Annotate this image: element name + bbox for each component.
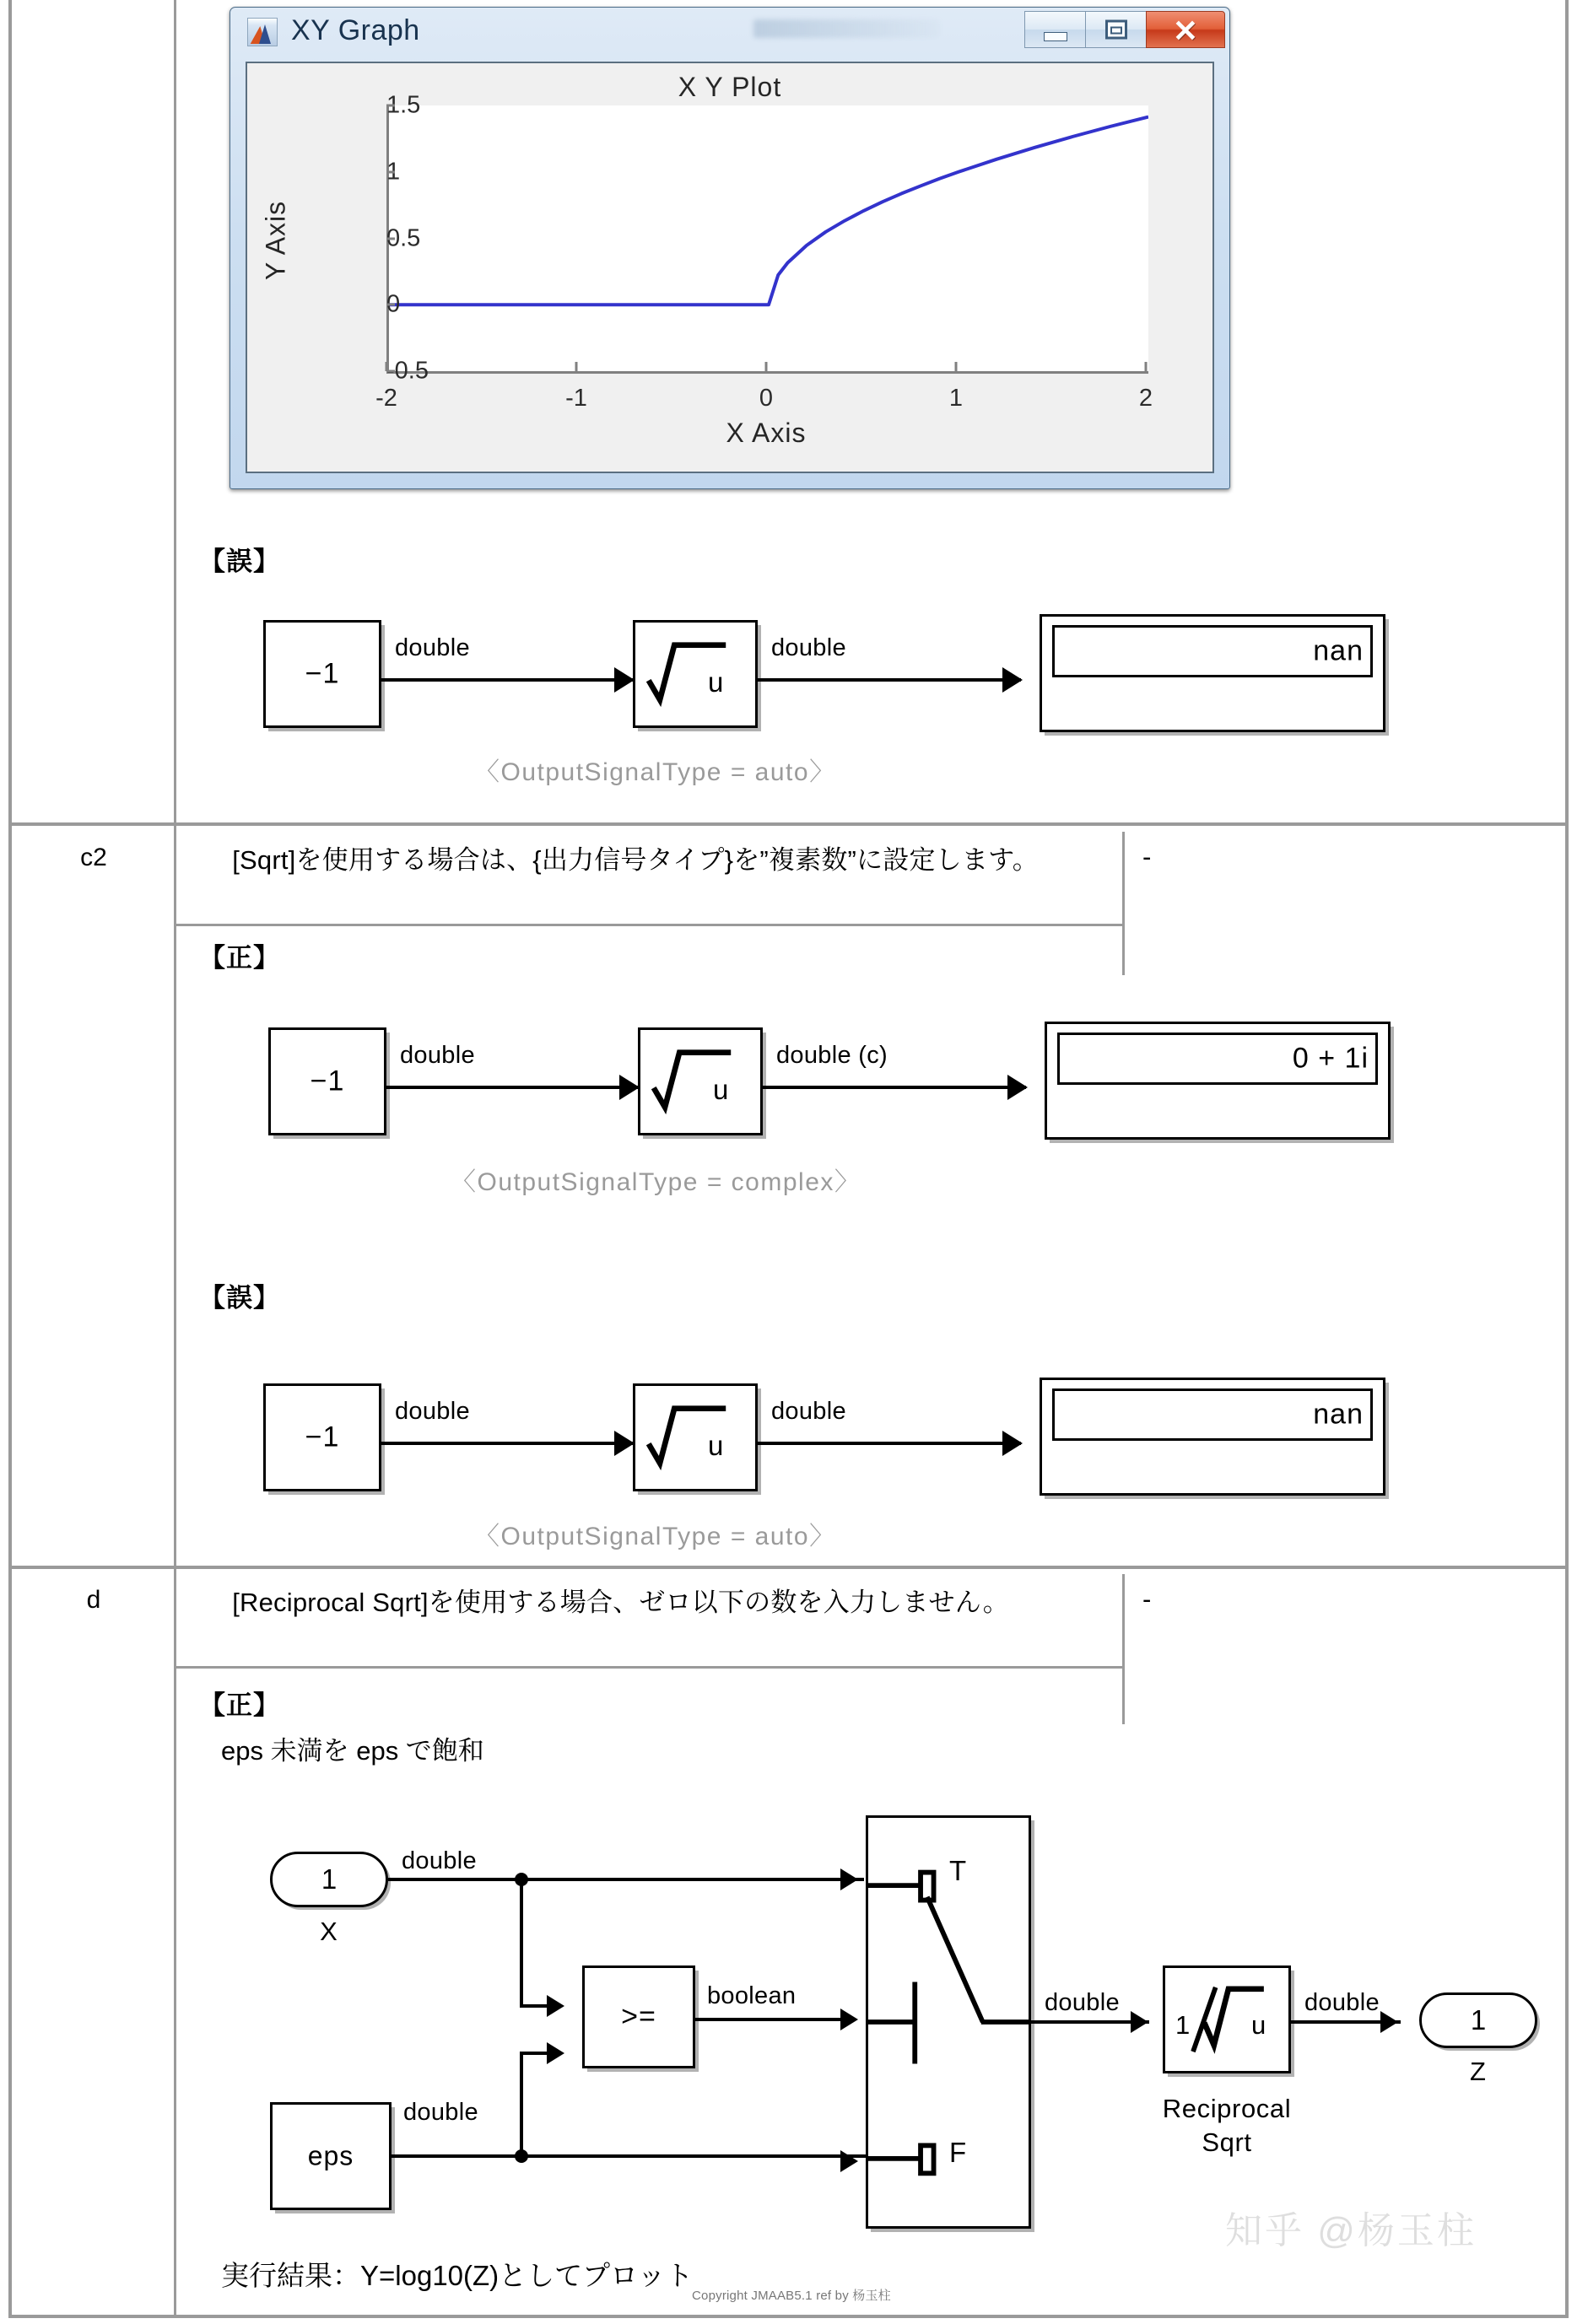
constant-block-eps[interactable] <box>270 2102 392 2210</box>
constant-value-c2-wrong: −1 <box>305 1421 340 1453</box>
arrow-ge-in1 <box>547 1995 564 2017</box>
reciprocal-sqrt-operand: u <box>1251 2010 1266 2040</box>
constant-value-c2-correct: −1 <box>310 1065 345 1097</box>
xy-graph-window[interactable] <box>230 7 1230 489</box>
badge-c2-wrong: 【誤】 <box>199 1283 280 1313</box>
matlab-icon <box>247 18 278 46</box>
wire-eps-branch-up <box>520 2052 523 2156</box>
chart-xtick-label: 1 <box>948 385 964 412</box>
table-row-rule-2 <box>8 1566 1569 1569</box>
arrow-switch-in1 <box>840 1868 858 1890</box>
sqrt-icon-c2-correct <box>640 1030 760 1133</box>
chart-xtick-label: -1 <box>565 385 587 412</box>
sqrt-icon-c2-wrong <box>635 1386 755 1489</box>
inport-number-x: 1 <box>321 1863 338 1895</box>
arrow-display-in-row0 <box>1002 667 1023 693</box>
signal-label-in-c2-wrong: double <box>395 1398 470 1425</box>
xy-plot-chart <box>247 63 1212 472</box>
relational-operator-block[interactable] <box>582 1965 695 2068</box>
footer-result-text: 実行結果：Y=log10(Z)としてプロット <box>221 2260 694 2291</box>
watermark: 知乎 @杨玉柱 <box>1225 2210 1477 2251</box>
close-icon: ✕ <box>1172 13 1199 48</box>
display-block-c2-correct[interactable] <box>1045 1022 1391 1140</box>
minimize-button[interactable] <box>1024 11 1085 48</box>
chart-xtick-mark <box>1145 362 1148 371</box>
reciprocal-sqrt-block[interactable] <box>1163 1965 1291 2073</box>
display-inner-c2-wrong <box>1052 1388 1373 1441</box>
wire-sqrt-to-display-c2c <box>763 1086 1026 1089</box>
arrow-sqrt-in-row0 <box>614 667 635 693</box>
titlebar-ghost-text <box>753 19 939 38</box>
outport-block-z[interactable] <box>1419 1992 1537 2048</box>
chart-plot-area <box>386 105 1148 374</box>
signal-label-out-c2-correct: double (c) <box>776 1042 888 1069</box>
outport-number-z: 1 <box>1470 2004 1487 2036</box>
arrow-switch-in3 <box>840 2150 858 2172</box>
signal-label-eps: double <box>403 2099 478 2126</box>
display-value-c2-wrong: nan <box>1313 1398 1364 1431</box>
chart-ytick-mark <box>386 237 395 240</box>
table-row-rule-3 <box>8 2315 1569 2318</box>
sqrt-icon-row0 <box>635 623 755 725</box>
chart-xtick-mark <box>386 362 388 371</box>
reciprocal-sqrt-name-line1: Reciprocal <box>1162 2094 1292 2123</box>
wire-sqrt-to-display-c2w <box>758 1442 1021 1445</box>
sqrt-block-c2-wrong[interactable] <box>633 1383 758 1491</box>
minimize-icon <box>1044 32 1067 41</box>
table-border-left <box>8 0 12 2318</box>
maximize-icon <box>1105 20 1127 40</box>
chart-ylabel: Y Axis <box>260 200 291 281</box>
reciprocal-sqrt-name <box>1137 2092 1316 2159</box>
display-value-row0: nan <box>1313 634 1364 667</box>
table-row-rule-1 <box>8 822 1569 826</box>
chart-ytick-mark <box>386 370 395 373</box>
badge-c2-correct: 【正】 <box>199 943 280 973</box>
copyright-line: Copyright JMAAB5.1 ref by 杨玉柱 <box>692 2289 891 2303</box>
constant-block-c2-wrong[interactable] <box>263 1383 381 1491</box>
arrow-sqrt-in-c2c <box>619 1075 640 1100</box>
arrow-sqrt-in-c2w <box>614 1431 635 1456</box>
table-col-divider-2a <box>1122 832 1125 975</box>
arrow-ge-in2 <box>547 2042 564 2064</box>
wire-sqrt-to-display-row0 <box>758 678 1021 682</box>
relational-operator-label: >= <box>621 2000 656 2033</box>
switch-true-label: T <box>949 1855 967 1886</box>
window-title: XY Graph <box>291 14 420 46</box>
display-inner-row0 <box>1052 625 1373 677</box>
rule-text-d: [Reciprocal Sqrt]を使用する場合、ゼロ以下の数を入力しません。 <box>206 1588 1009 1617</box>
reciprocal-sqrt-numerator: 1 <box>1175 2010 1191 2040</box>
wire-const-to-sqrt-c2w <box>381 1442 633 1445</box>
switch-icon <box>868 1818 1029 2226</box>
close-button[interactable] <box>1146 11 1225 48</box>
arrow-outport-in <box>1380 2011 1398 2033</box>
rule-text-c2: [Sqrt]を使用する場合は、{出力信号タイプ}を”複素数”に設定します。 <box>206 845 1039 875</box>
badge-d-correct: 【正】 <box>199 1690 280 1720</box>
constant-value-row0: −1 <box>305 657 340 690</box>
chart-series-line <box>389 105 1148 371</box>
wire-const-to-sqrt-row0 <box>381 678 633 682</box>
display-inner-c2-correct <box>1057 1033 1378 1085</box>
outport-name-z: Z <box>1470 2057 1487 2086</box>
signal-label-x: double <box>402 1847 477 1874</box>
annotation-row0: 〈OutputSignalType = auto〉 <box>474 758 836 786</box>
row-id-c2: c2 <box>80 844 107 871</box>
chart-title: X Y Plot <box>678 72 782 102</box>
chart-ytick-mark <box>386 170 395 173</box>
signal-label-out-c2-wrong: double <box>771 1398 846 1425</box>
constant-block-row0[interactable] <box>263 620 381 728</box>
annotation-c2-correct: 〈OutputSignalType = complex〉 <box>451 1168 861 1196</box>
signal-label-boolean: boolean <box>707 1982 797 2009</box>
table-col-divider-2b <box>1122 1574 1125 1724</box>
window-controls[interactable] <box>1024 11 1225 51</box>
arrow-switch-in2 <box>840 2009 858 2030</box>
chart-xlabel: X Axis <box>726 418 807 448</box>
wire-x-main <box>388 1878 864 1881</box>
chart-ytick-mark <box>386 105 395 107</box>
constant-block-c2-correct[interactable] <box>268 1027 386 1135</box>
reciprocal-sqrt-name-line2: Sqrt <box>1202 2127 1252 2157</box>
wire-const-to-sqrt-c2c <box>386 1086 638 1089</box>
signal-label-in-row0: double <box>395 634 470 661</box>
inport-name-x: X <box>320 1917 338 1946</box>
sqrt-operand-c2-correct: u <box>713 1074 729 1105</box>
chart-xtick-mark <box>575 362 578 371</box>
chart-xtick-label: 0 <box>759 385 774 412</box>
caption-d-correct: eps 未満を eps で飽和 <box>221 1736 484 1766</box>
signal-label-out-row0: double <box>771 634 846 661</box>
table-row-rule-2b <box>174 1666 1125 1669</box>
chart-panel <box>246 62 1214 473</box>
table-row-rule-1b <box>174 924 1125 926</box>
wire-x-branch-down <box>520 1878 523 2008</box>
sqrt-block-c2-correct[interactable] <box>638 1027 763 1135</box>
sqrt-operand-c2-wrong: u <box>708 1430 724 1461</box>
rule-ref-c2: - <box>1142 842 1152 871</box>
annotation-c2-wrong: 〈OutputSignalType = auto〉 <box>474 1523 836 1550</box>
switch-block[interactable] <box>866 1815 1031 2229</box>
chart-ytick-mark <box>386 304 395 306</box>
signal-label-in-c2-correct: double <box>400 1042 475 1069</box>
table-col-divider-1 <box>174 0 176 2318</box>
sqrt-operand-row0: u <box>708 666 724 698</box>
inport-block-x[interactable] <box>270 1852 388 1907</box>
display-block-row0[interactable] <box>1040 614 1385 732</box>
chart-xtick-label: -2 <box>375 385 397 412</box>
chart-xtick-mark <box>955 362 958 371</box>
display-block-c2-wrong[interactable] <box>1040 1378 1385 1496</box>
display-value-c2-correct: 0 + 1i <box>1292 1042 1369 1075</box>
wire-eps-main <box>392 2154 866 2158</box>
signal-label-switch-out: double <box>1045 1989 1120 2016</box>
sqrt-block-row0[interactable] <box>633 620 758 728</box>
window-titlebar[interactable] <box>230 8 1229 55</box>
chart-xtick-mark <box>765 362 768 371</box>
maximize-button[interactable] <box>1085 11 1146 48</box>
rule-ref-d: - <box>1142 1584 1152 1614</box>
arrow-recip-in <box>1131 2011 1148 2033</box>
row-id-d: d <box>86 1586 101 1614</box>
chart-xtick-label: 2 <box>1138 385 1153 412</box>
arrow-display-in-c2c <box>1007 1075 1028 1100</box>
signal-label-z: double <box>1304 1989 1380 2016</box>
table-border-right <box>1565 0 1569 2318</box>
badge-row0: 【誤】 <box>199 547 280 576</box>
wire-ge-to-switch <box>695 2018 852 2021</box>
constant-value-eps: eps <box>307 2140 354 2171</box>
switch-false-label: F <box>949 2137 967 2168</box>
arrow-display-in-c2w <box>1002 1431 1023 1456</box>
